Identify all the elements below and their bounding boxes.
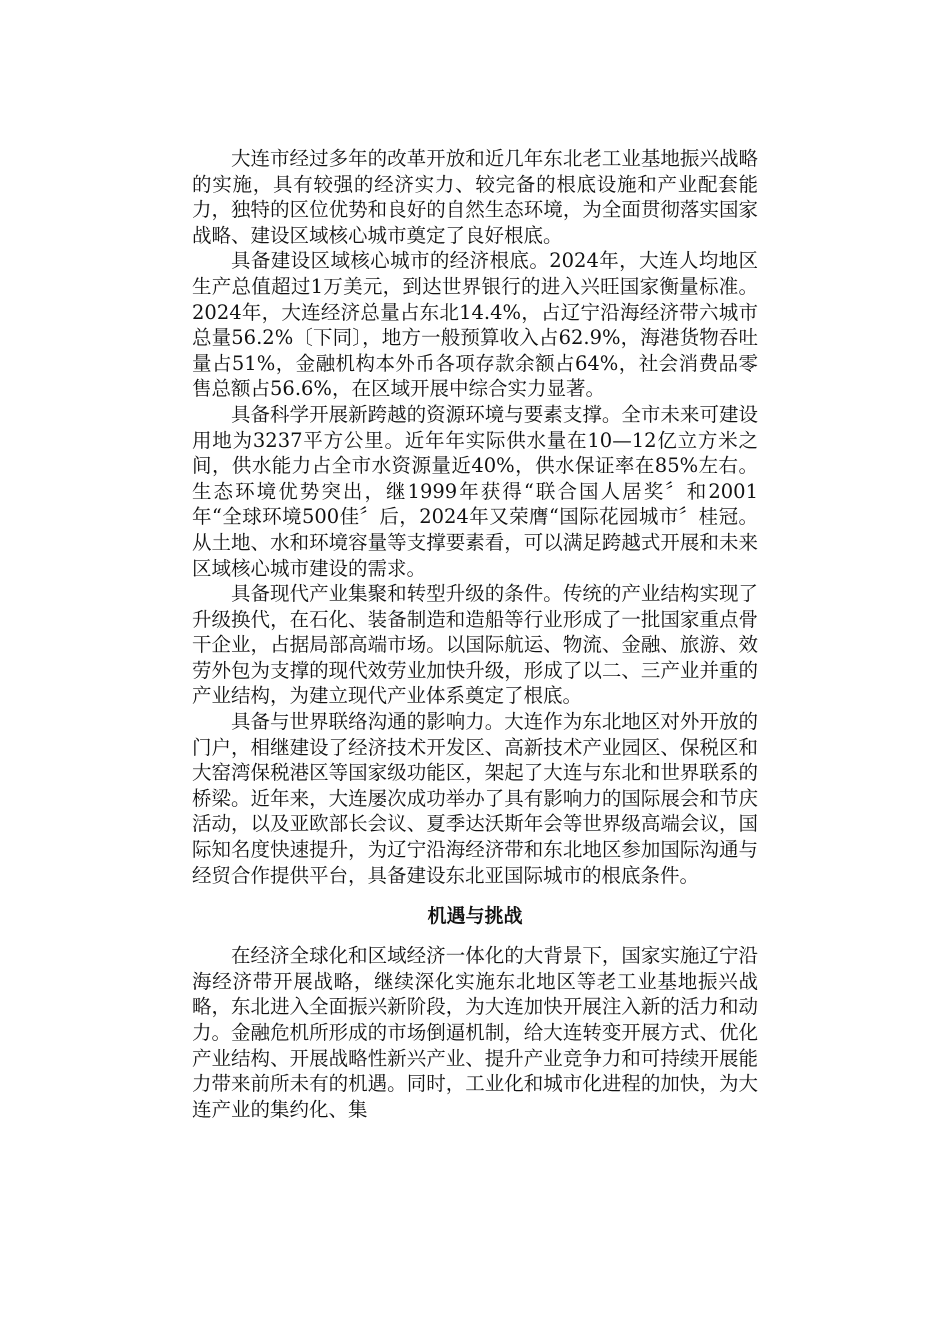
paragraph-overview: 大连市经过多年的改革开放和近几年东北老工业基地振兴战略的实施，具有较强的经济实力、较完备的根底设施和产业配套能力，独特的区位优势和良好的自然生态环境，为全面贯彻落实国家战略、建设区域核心城市奠定了良好根底。 bbox=[192, 147, 758, 247]
paragraph-industry-upgrade: 具备现代产业集聚和转型升级的条件。传统的产业结构实现了升级换代，在石化、装备制造和造船等行业形成了一批国家重点骨干企业，占据局部高端市场。以国际航运、物流、金融、旅游、效劳外包为支撑的现代效劳业加快升级，形成了以二、三产业并重的产业结构，为建立现代产业体系奠定了根底。 bbox=[192, 582, 758, 708]
paragraph-world-influence: 具备与世界联络沟通的影响力。大连作为东北地区对外开放的门户，相继建设了经济技术开发区、高新技术产业园区、保税区和大窑湾保税港区等国家级功能区，架起了大连与东北和世界联系的桥梁。近年来，大连屡次成功举办了具有影响力的国际展会和节庆活动，以及亚欧部长会议、夏季达沃斯年会等世界级高端会议，国际知名度快速提升，为辽宁沿海经济带和东北地区参加国际沟通与经贸合作提供平台，具备建设东北亚国际城市的根底条件。 bbox=[192, 710, 758, 887]
document-page bbox=[192, 146, 758, 1122]
paragraph-resources-environment: 具备科学开展新跨越的资源环境与要素支撑。全市未来可建设用地为3237平方公里。近年年实际供水量在10—12亿立方米之间，供水能力占全市水资源量近40%，供水保证率在85%左右。生态环境优势突出，继1999年获得“联合国人居奖〞和2001年“全球环境500佳〞后，2024年又荣膺“国际花园城市〞桂冠。从土地、水和环境容量等支撑要素看，可以满足跨越式开展和未来区域核心城市建设的需求。 bbox=[192, 402, 758, 580]
paragraph-opportunities: 在经济全球化和区域经济一体化的大背景下，国家实施辽宁沿海经济带开展战略，继续深化实施东北地区等老工业基地振兴战略，东北进入全面振兴新阶段，为大连加快开展注入新的活力和动力。金融危机所形成的市场倒逼机制，给大连转变开展方式、优化产业结构、开展战略性新兴产业、提升产业竞争力和可持续开展能力带来前所未有的机遇。同时，工业化和城市化进程的加快，为大连产业的集约化、集 bbox=[192, 944, 758, 1121]
paragraph-economic-foundation: 具备建设区域核心城市的经济根底。2024年，大连人均地区生产总值超过1万美元，到达世界银行的进入兴旺国家衡量标准。2024年，大连经济总量占东北14.4%，占辽宁沿海经济带六城市总量56.2%〔下同〕，地方一般预算收入占62.9%，海港货物吞吐量占51%，金融机构本外币各项存款余额占64%，社会消费品零售总额占56.6%，在区域开展中综合实力显著。 bbox=[192, 249, 758, 401]
section-heading: 机遇与挑战 bbox=[427, 905, 523, 928]
